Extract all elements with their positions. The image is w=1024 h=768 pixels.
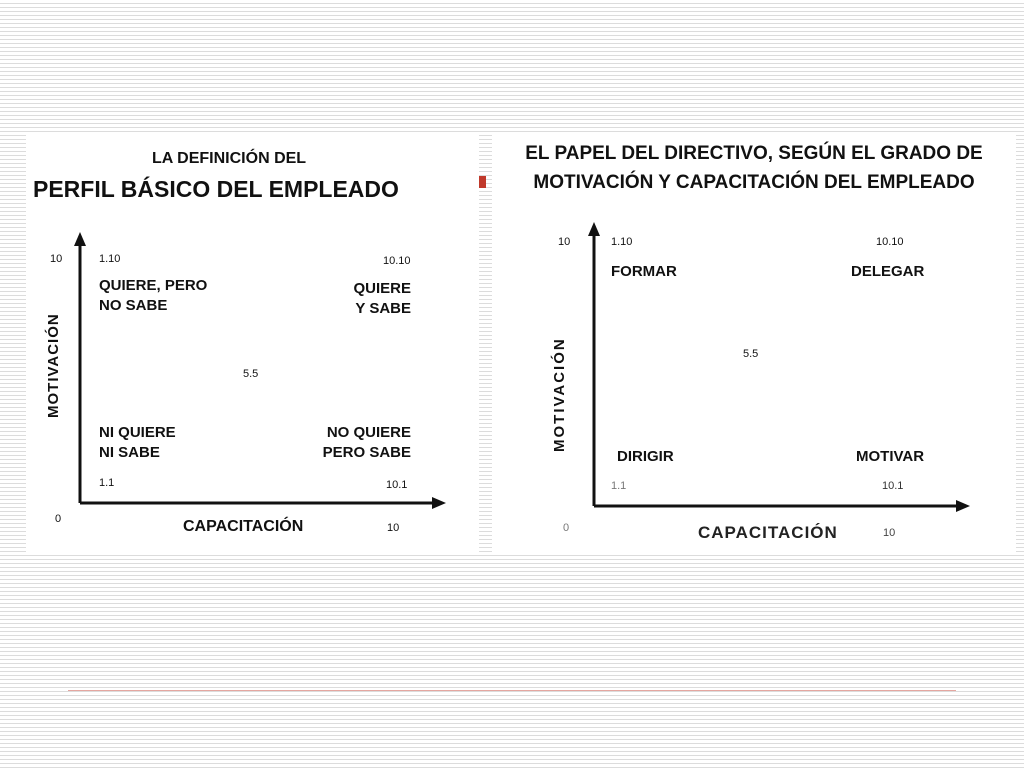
right-y-arrowhead xyxy=(588,222,600,236)
right-quadrant-bottom-right: MOTIVAR xyxy=(856,448,925,465)
left-y-axis-label: MOTIVACIÓN xyxy=(45,313,62,418)
right-title-line1: EL PAPEL DEL DIRECTIVO, SEGÚN EL GRADO DE xyxy=(525,143,983,164)
right-quadrant-bottom-left: DIRIGIR xyxy=(617,448,674,465)
right-coord-bottom-right: 10.1 xyxy=(882,480,904,492)
quadrant-line: NI QUIERE xyxy=(99,424,176,441)
left-x-axis-label: CAPACITACIÓN xyxy=(183,518,304,535)
left-x-max: 10 xyxy=(387,522,400,534)
quadrant-line: NO SABE xyxy=(99,296,168,314)
right-title-line2: MOTIVACIÓN Y CAPACITACIÓN DEL EMPLEADO xyxy=(533,172,975,194)
right-origin: 0 xyxy=(563,522,570,534)
quadrant-line: QUIERE, PERO xyxy=(99,277,208,294)
right-x-arrowhead xyxy=(956,500,970,512)
quadrant-line: PERO SABE xyxy=(322,443,411,461)
right-y-axis-label: MOTIVACIÓN xyxy=(551,337,568,452)
right-coord-bottom-left: 1.1 xyxy=(611,480,627,492)
right-quadrant-top-left: FORMAR xyxy=(611,263,677,280)
quadrant-line: Y SABE xyxy=(355,299,411,317)
quadrant-line: NO QUIERE xyxy=(326,424,411,441)
footer-divider xyxy=(68,690,956,691)
quadrant-line: NI SABE xyxy=(99,443,160,461)
right-y-max: 10 xyxy=(558,236,571,248)
left-origin: 0 xyxy=(55,513,62,525)
left-coord-bottom-left: 1.1 xyxy=(99,477,115,489)
right-coord-top-right: 10.10 xyxy=(876,236,904,248)
left-y-max: 10 xyxy=(50,253,63,265)
right-x-max: 10 xyxy=(883,527,896,539)
left-coord-bottom-right: 10.1 xyxy=(386,479,408,491)
left-coord-top-right: 10.10 xyxy=(383,255,411,267)
right-coord-top-left: 1.10 xyxy=(611,236,633,248)
right-coord-center: 5.5 xyxy=(743,348,759,360)
quadrant-line: QUIERE xyxy=(353,280,411,297)
left-title-line1: LA DEFINICIÓN DEL xyxy=(152,150,307,167)
right-x-axis-label: CAPACITACIÓN xyxy=(698,523,838,542)
right-quadrant-top-right: DELEGAR xyxy=(851,263,925,280)
left-coord-top-left: 1.10 xyxy=(99,253,121,265)
left-coord-center: 5.5 xyxy=(243,368,259,380)
left-title-line2: PERFIL BÁSICO DEL EMPLEADO xyxy=(33,176,399,202)
